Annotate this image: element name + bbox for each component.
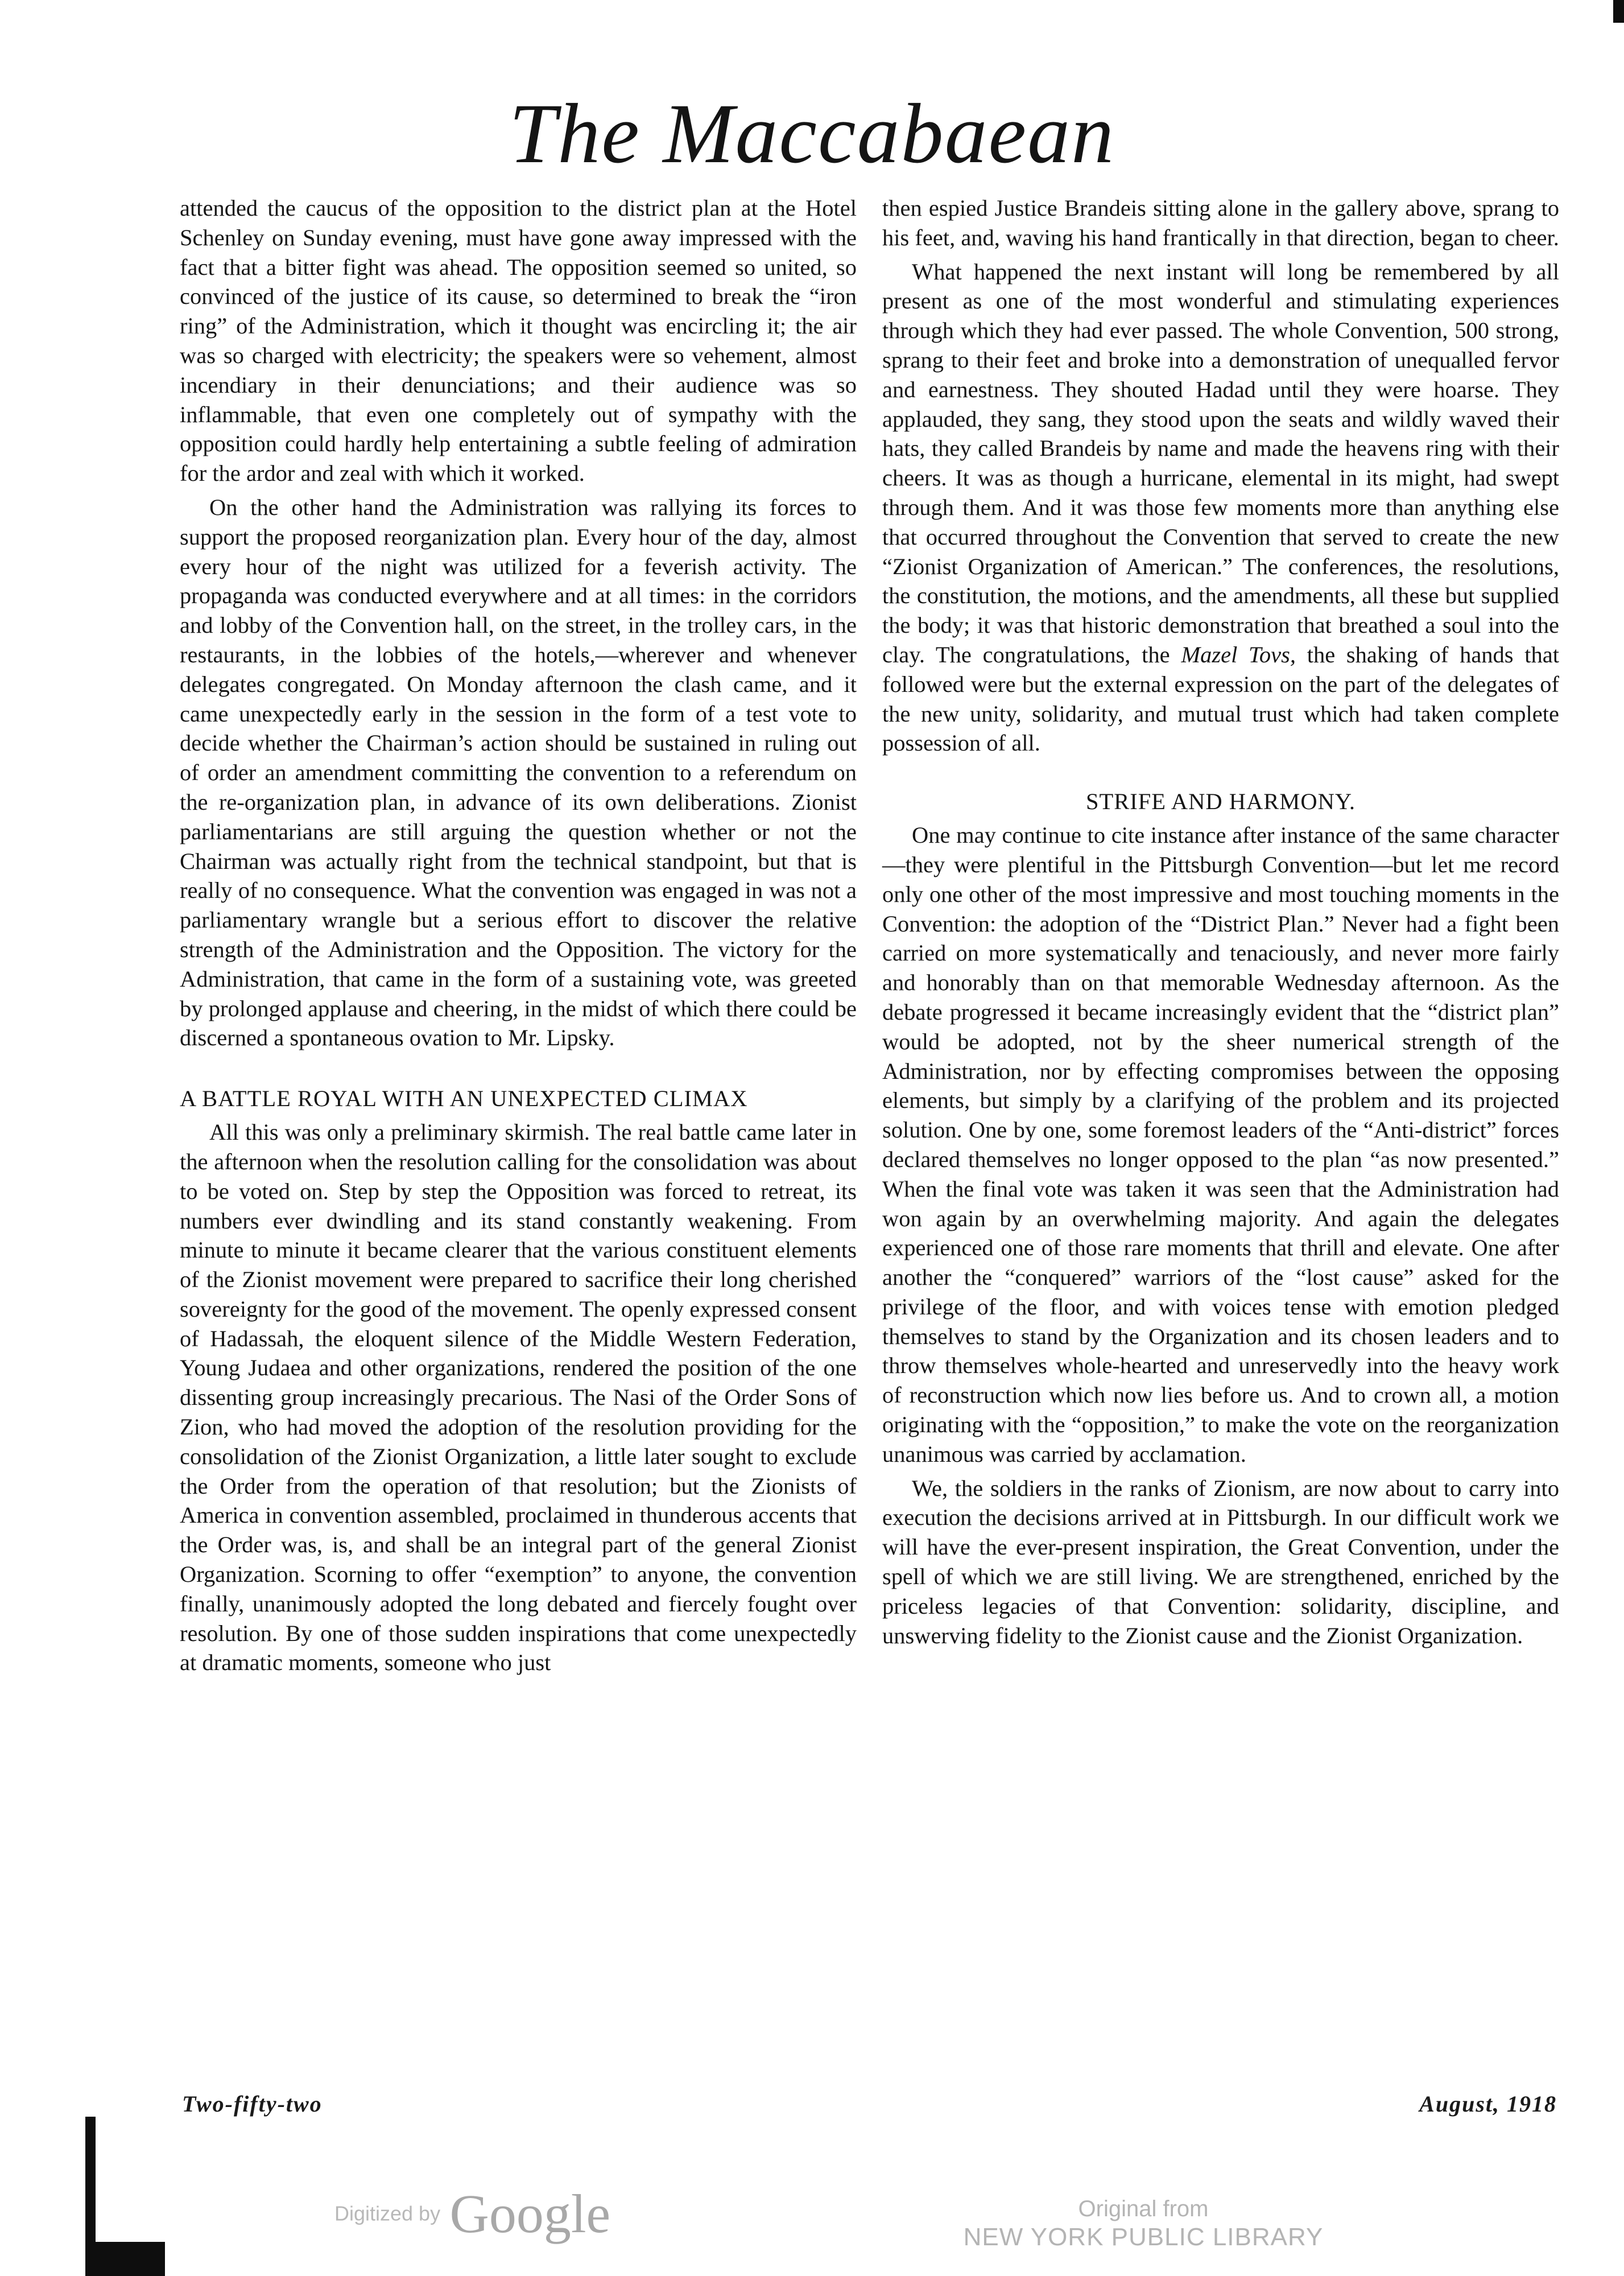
footer-page-number: Two-fifty-two xyxy=(182,2091,323,2117)
original-from-label: Original from xyxy=(1078,2196,1209,2221)
right-paragraph-4: We, the soldiers in the ranks of Zionism, are now about to carry into execution the decisions arrived at in Pittsburgh. In our difficult work we will have the ever-present inspiration, the Great Convention, under the spell of which we are still living. We are strengthened, enriched by the priceless legacies of that Convention: solidarity, discipline, and unswerving fidelity to the Zionist cause and the Zionist Organization. xyxy=(882,1475,1559,1648)
right-paragraph-2-text: What happened the next instant will long be remembered by all present as one of the most wonderful and stimulating experiences through which they had ever passed. The whole Convention, 500 strong, sprang to their feet and broke into a demonstration of unequalled fervor and earnestness. They shouted Hadad until they were hoarse. They applauded, they sang, they stood upon the seats and wildly waved their hats, they called Brandeis by name and made the heavens ring with their cheers. It was as though a hurricane, elemental in its might, had swept through them. And it was those few moments more than anything else that occurred throughout the Convention that served to create the new “Zionist Organization of American.” The conferences, the resolutions, the constitution, the motions, and the amendments, all these but supplied the body; it was that historic demonstration that breathed a soul into the clay. The congratulations, the xyxy=(882,258,1559,667)
left-paragraph-2: On the other hand the Administration was rallying its forces to support the proposed reorganization plan. Every hour of the day, almost every hour of the night was utilized for a feverish activity. The propaganda was conducted everywhere and at all times: in the corridors and lobby of the Convention hall, on the street, in the trolley cars, in the restaurants, in the lobbies of the hotels,—wherever and whenever delegates congregated. On Monday afternoon the clash came, and it came unexpectedly early in the session in the form of a test vote to decide whether the Chairman’s action should be sustained in ruling out of order an amendment committing the convention to a referendum on the re-organization plan, in advance of its own deliberations. Zionist parliamentarians are still arguing the question whether or not the Chairman was actually right from the technical standpoint, but that is really of no consequence. What the convention was engaged in was not a parliamentary wrangle but a serious effort to discover the relative strength of the Administration and the Opposition. The victory for the Administration, that came in the form of a sustaining vote, was greeted by prolonged applause and cheering, in the midst of which there could be discerned a spontaneous ovation to Mr. Lipsky. xyxy=(180,494,857,1051)
section-heading-battle-royal: A BATTLE ROYAL WITH AN UNEXPECTED CLIMAX xyxy=(180,1086,748,1112)
digitized-by-watermark xyxy=(334,2182,610,2245)
right-paragraph-3: One may continue to cite instance after instance of the same character—they were plentiful in the Pittsburgh Convention—but let me record only one other of the most impressive and most touching moments in the Convention: the adoption of the “District Plan.” Never had a fight been carried on more systematically and tenaciously, and never more fairly and honorably than on that memorable Wednesday afternoon. As the debate progressed it became increasingly evident that the “district plan” would be adopted, not by the sheer numerical strength of the Administration, nor by effecting compromises between the opposing elements, but simply by a clarifying of the problem and its projected solution. One by one, some foremost leaders of the “Anti-district” forces declared themselves no longer opposed to the plan “as now presented.” When the final vote was taken it was seen that the Administration had won again by an overwhelming majority. And again the delegates experienced one of those rare moments that thrill and elevate. One after another the “conquered” warriors of the “lost cause” asked for the privilege of the floor, and with voices tense with emotion pledged themselves to stand by the Organization and its chosen leaders and to throw themselves whole-hearted and unreservedly into the heavy work of reconstruction which now lies before us. And to crown all, a motion originating with the “opposition,” to make the vote on the reorganization unanimous was carried by acclamation. xyxy=(882,822,1559,1467)
scan-top-right-mark xyxy=(1613,0,1624,23)
digitized-label: Digitized by xyxy=(334,2201,441,2225)
left-paragraph-3: All this was only a preliminary skirmish. The real battle came later in the afternoon when the resolution calling for the consolidation was about to be voted on. Step by step the Opposition was forced to retreat, its numbers ever dwindling and its stand constantly weakening. From minute to minute it became clearer that the various constituent elements of the Zionist movement were prepared to sacrifice their long cherished sovereignty for the good of the movement. The openly expressed consent of Hadassah, the eloquent silence of the Middle Western Federation, Young Judaea and other organizations, rendered the position of the one dissenting group increasingly precarious. The Nasi of the Order Sons of Zion, who had moved the adoption of the resolution providing for the consolidation of the Zionist Organization, a little later sought to exclude the Order from the operation of that resolution; but the Zionists of America in convention assembled, proclaimed in thunderous accents that the Order was, is, and shall be an integral part of the general Zionist Organization. Scorning to offer “exemption” to anyone, the convention finally, unanimously adopted the long debated and fiercely fought over resolution. By one of those sudden inspirations that come unexpectedly at dramatic moments, someone who just xyxy=(180,1119,857,1676)
scan-corner-mark xyxy=(85,2242,165,2276)
right-paragraph-2 xyxy=(882,257,1559,758)
left-paragraph-1: attended the caucus of the opposition to the district plan at the Hotel Schenley on Sunday evening, must have gone away impressed with the fact that a bitter fight was ahead. The opposition seemed so united, so convinced of the justice of its cause, so determined to break the “iron ring” of the Administration, which it thought was encircling it; the air was so charged with electricity; the speakers were so vehement, almost incendiary in their denunciations; and their audience was so inflammable, that even one completely out of sympathy with the opposition could hardly help entertaining a subtle feeling of admiration for the ardor and zeal with which it worked. xyxy=(180,195,857,486)
left-column xyxy=(180,193,857,1677)
library-name: NEW YORK PUBLIC LIBRARY xyxy=(963,2223,1324,2251)
right-column xyxy=(882,193,1559,1650)
footer-date: August, 1918 xyxy=(1419,2091,1557,2117)
masthead-title: The Maccabaean xyxy=(509,86,1115,181)
right-paragraph-2-end: the shaking of hands that followed were but the external expression on the part of the delegates of the new unity, solidarity, and mutual trust which had taken complete possession of all. xyxy=(882,641,1559,756)
section-heading-strife-harmony: STRIFE AND HARMONY. xyxy=(1086,789,1356,815)
mazel-tovs-italic: Mazel Tovs, xyxy=(1181,641,1296,667)
library-provenance xyxy=(961,2195,1325,2252)
google-logo: Google xyxy=(449,2183,611,2244)
right-paragraph-1: then espied Justice Brandeis sitting alone in the gallery above, sprang to his feet, and, waving his hand frantically in that direction, began to cheer. xyxy=(882,195,1559,250)
